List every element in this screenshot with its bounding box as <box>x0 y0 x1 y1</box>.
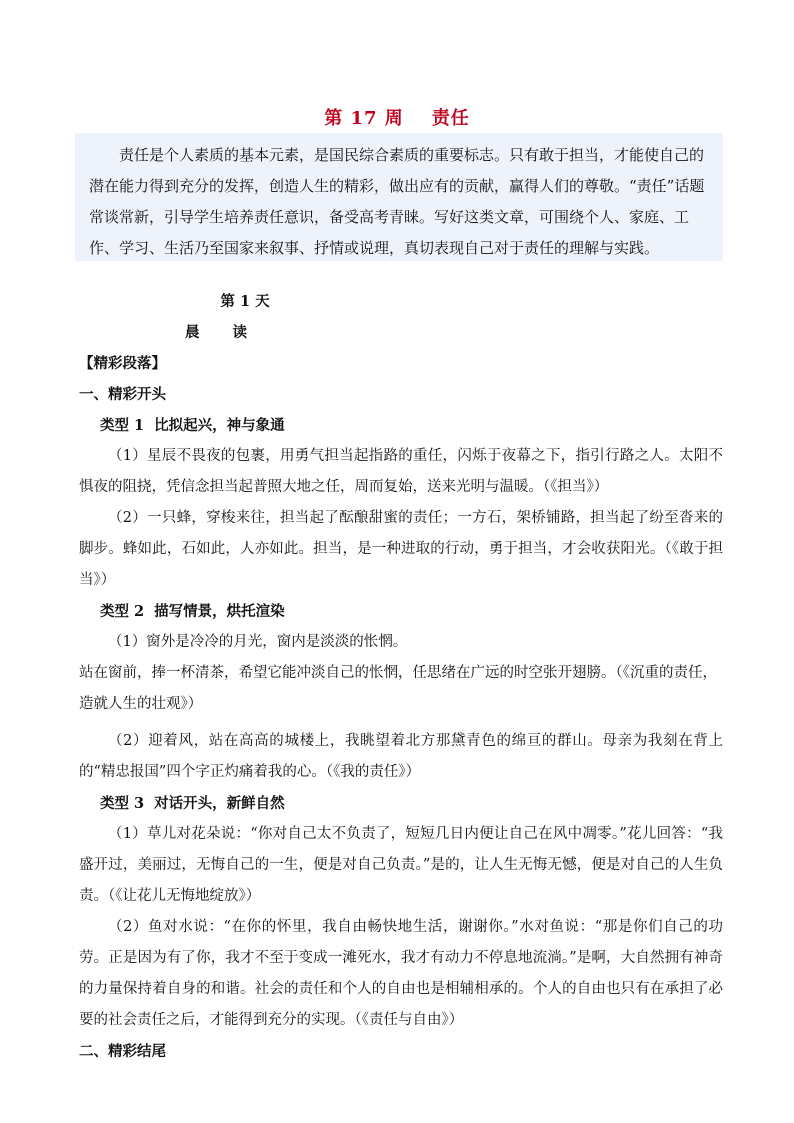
type-2-para-1b: 站在窗前，捧一杯清茶，希望它能冲淡自己的怅惘，任思绪在广远的时空张开翅膀。（《沉重的责任，造就人生的壮观》） <box>79 665 717 712</box>
session-label: 晨 读 <box>185 324 262 341</box>
type-3-para-2: （2）鱼对水说：“在你的怀里，我自由畅快地生活，谢谢你。”水对鱼说：“那是你们自己的功劳。正是因为有了你，我才不至于变成一滩死水，我才有动力不停息地流淌。”是啊，大自然拥有神奇的力量保持着自身的和谐。社会的责任和个人的自由也是相辅相承的。个人的自由也只有在承担了必要的社会责任之后，才能得到充分的实现。（《责任与自由》） <box>79 919 723 1028</box>
type-1-num: 类型 1 <box>100 417 145 434</box>
type-2-para-1: （1）窗外是冷冷的月光，窗内是淡淡的怅惘。 <box>108 634 408 650</box>
intro-box <box>75 133 723 261</box>
day-label: 第 1 天 <box>220 293 270 310</box>
type-2-title: 描写情景，烘托渲染 <box>154 603 285 620</box>
type-1-heading <box>79 410 723 441</box>
type-1-title: 比拟起兴，神与象通 <box>154 417 285 434</box>
topic-label: 责任 <box>431 108 470 129</box>
type-2-num: 类型 2 <box>100 603 145 620</box>
type-3-heading <box>79 788 723 819</box>
type-3-title: 对话开头，新鲜自然 <box>154 795 285 812</box>
type-2-para-2: （2）迎着风，站在高高的城楼上，我眺望着北方那黛青色的绵亘的群山。母亲为我刻在背上的“精忠报国”四个字正灼痛着我的心。（《我的责任》） <box>79 733 723 780</box>
document-body <box>79 286 723 1067</box>
type-3-para-1: （1）草儿对花朵说：“你对自己太不负责了，短短几日内便让自己在风中凋零。”花儿回答：“我盛开过，美丽过，无悔自己的一生，便是对自己负责。”是的，让人生无悔无憾，便是对自己的人生负责。（《让花儿无悔地绽放》） <box>79 826 723 904</box>
page-title <box>0 104 794 130</box>
part2-heading: 二、精彩结尾 <box>79 1043 166 1060</box>
intro-text: 责任是个人素质的基本元素，是国民综合素质的重要标志。只有敢于担当，才能使自己的潜在能力得到充分的发挥，创造人生的精彩，做出应有的贡献，赢得人们的尊敬。“责任”话题常谈常新，引导学生培养责任意识，备受高考青睐。写好这类文章，可围绕个人、家庭、工作、学习、生活乃至国家来叙事、抒情或说理，真切表现自己对于责任的理解与实践。 <box>89 146 705 257</box>
section-bracket: 【精彩段落】 <box>79 355 166 372</box>
week-label: 第 17 周 <box>324 108 404 129</box>
type-2-heading <box>79 596 723 627</box>
type-1-para-1: （1）星辰不畏夜的包裹，用勇气担当起指路的重任，闪烁于夜幕之下，指引行路之人。太阳不惧夜的阻挠，凭信念担当起普照大地之任，周而复始，送来光明与温暖。（《担当》） <box>79 448 723 495</box>
type-1-para-2: （2）一只蜂，穿梭来往，担当起了酝酿甜蜜的责任；一方石，架桥铺路，担当起了纷至沓来的脚步。蜂如此，石如此，人亦如此。担当，是一种进取的行动，勇于担当，才会收获阳光。（《敢于担当》） <box>79 510 723 588</box>
part1-heading: 一、精彩开头 <box>79 386 166 403</box>
type-3-num: 类型 3 <box>100 795 145 812</box>
